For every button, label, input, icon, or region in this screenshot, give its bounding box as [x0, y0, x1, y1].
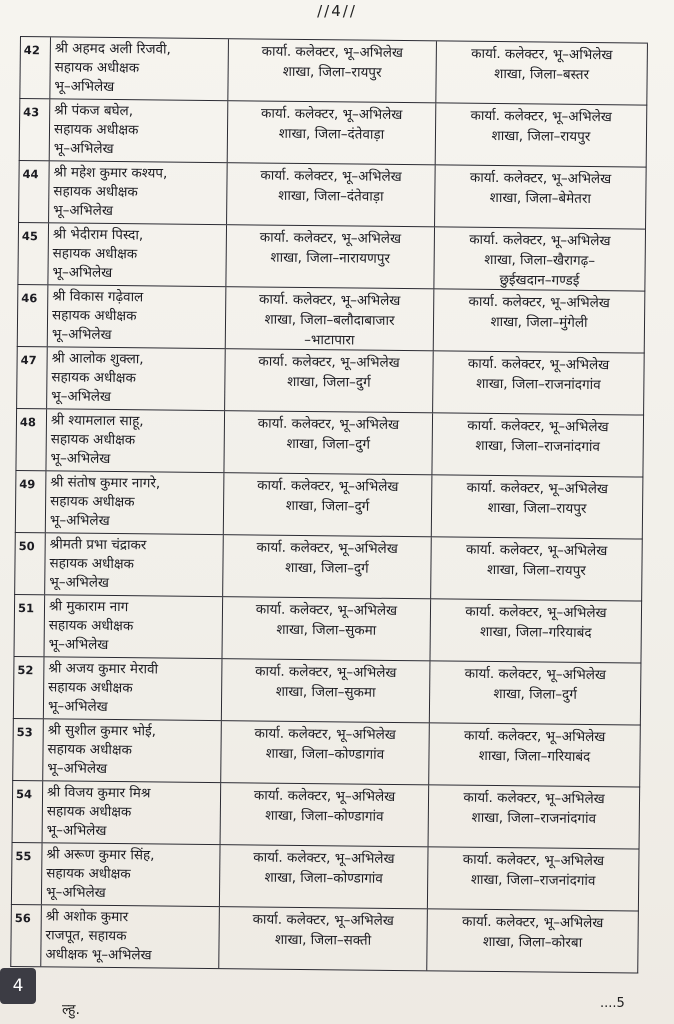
officer-name-cell-line: श्री अशोक कुमार: [45, 908, 129, 926]
new-posting-cell: [432, 475, 643, 538]
serial-number-cell: 51: [15, 595, 46, 656]
serial-number-cell: 46: [18, 285, 49, 346]
table-row: [14, 533, 643, 602]
officer-name-cell-line: सहायक अधीक्षक: [54, 59, 140, 77]
table-row: [10, 905, 639, 974]
new-posting-cell-line: शाखा, जिला–राजनांदगांव: [470, 871, 596, 890]
new-posting-cell-line: शाखा, जिला–गरियाबंद: [478, 747, 591, 766]
table-row: [15, 471, 644, 540]
officer-name-cell-line: भू–अभिलेख: [48, 636, 109, 653]
new-posting-cell-line: शाखा, जिला–रायपुर: [486, 561, 586, 579]
page-number: //4//: [317, 2, 357, 20]
officer-name-cell-line: भू–अभिलेख: [51, 388, 112, 405]
officer-name-cell-line: सहायक अधीक्षक: [52, 245, 138, 263]
officer-name-cell-line: श्री संतोष कुमार नागरे,: [50, 474, 161, 492]
new-posting-cell-line: शाखा, जिला–दुर्ग: [493, 685, 577, 703]
officer-name-cell: [44, 657, 223, 720]
new-posting-cell: [431, 537, 642, 600]
officer-name-cell-line: सहायक अधीक्षक: [46, 803, 132, 821]
table-row: [18, 161, 647, 230]
officer-name-cell-line: श्री मुकाराम नाग: [48, 598, 129, 616]
officer-name-cell-line: श्री सुशील कुमार भोई,: [47, 722, 157, 740]
current-posting-cell-line: कार्या. कलेक्टर, भू–अभिलेख: [255, 663, 397, 681]
officer-name-cell: [46, 471, 225, 534]
officer-name-cell-line: सहायक अधीक्षक: [50, 493, 135, 511]
current-posting-cell: [220, 845, 429, 908]
officer-name-cell-line: भू–अभिलेख: [53, 140, 114, 157]
new-posting-cell-line: कार्या. कलेक्टर, भू–अभिलेख: [465, 541, 608, 560]
current-posting-cell-line: शाखा, जिला–दुर्ग: [287, 373, 371, 391]
table-row: [19, 99, 648, 168]
officer-name-cell-line: अधीक्षक भू–अभिलेख: [45, 946, 152, 964]
current-posting-cell-line: कार्या. कलेक्टर, भू–अभिलेख: [259, 291, 401, 309]
serial-number-cell: 53: [13, 719, 44, 780]
officer-name-cell: [50, 99, 229, 162]
serial-number-cell: 48: [16, 409, 47, 470]
current-posting-cell-line: कार्या. कलेक्टर, भू–अभिलेख: [252, 911, 394, 929]
signature-initials: ल्हु.: [62, 1002, 80, 1018]
new-posting-cell: [435, 165, 646, 228]
current-posting-cell: [228, 39, 437, 102]
current-posting-cell-line: शाखा, जिला–कोण्डागांव: [265, 745, 385, 763]
current-posting-cell: [228, 101, 437, 164]
new-posting-cell-line: शाखा, जिला–मुंगेली: [490, 313, 588, 331]
new-posting-cell-line: कार्या. कलेक्टर, भू–अभिलेख: [469, 169, 612, 188]
new-posting-cell-line: कार्या. कलेक्टर, भू–अभिलेख: [468, 293, 610, 312]
officer-name-cell-line: श्री भेदीराम पिस्दा,: [52, 226, 144, 244]
officer-name-cell-line: सहायक अधीक्षक: [51, 369, 136, 387]
new-posting-cell-line: कार्या. कलेक्टर, भू–अभिलेख: [471, 45, 613, 64]
new-posting-cell: [427, 909, 638, 972]
serial-number-cell: 55: [12, 843, 43, 904]
current-posting-cell: [224, 411, 433, 474]
current-posting-cell-line: कार्या. कलेक्टर, भू–अभिलेख: [258, 353, 400, 371]
current-posting-cell-line: कार्या. कलेक्टर, भू–अभिलेख: [256, 539, 398, 557]
current-posting-cell-line: कार्या. कलेक्टर, भू–अभिलेख: [253, 787, 396, 805]
current-posting-cell: [226, 287, 435, 350]
officer-name-cell-line: सहायक अधीक्षक: [48, 679, 133, 697]
officer-name-cell-line: सहायक अधीक्षक: [46, 865, 131, 883]
officer-name-cell: [42, 843, 221, 906]
officer-name-cell-line: भू–अभिलेख: [49, 512, 110, 529]
officer-name-cell-line: सहायक अधीक्षक: [50, 431, 136, 449]
new-posting-cell: [428, 847, 639, 910]
serial-number-cell: 45: [18, 223, 49, 284]
table-row: [11, 843, 640, 912]
new-posting-cell-line: शाखा, जिला–बस्तर: [494, 65, 590, 83]
new-posting-cell-line: शाखा, जिला–खैरागढ़–: [484, 251, 596, 270]
officer-name-cell: [43, 781, 222, 844]
current-posting-cell-line: शाखा, जिला–दंतेवाड़ा: [278, 125, 385, 143]
serial-number-cell: 43: [20, 99, 51, 160]
new-posting-cell-line: कार्या. कलेक्टर, भू–अभिलेख: [462, 851, 605, 870]
new-posting-cell-line: शाखा, जिला–रायपुर: [487, 499, 587, 517]
officer-name-cell: [50, 37, 229, 100]
current-posting-cell: [226, 225, 435, 288]
current-posting-cell-line: शाखा, जिला–दुर्ग: [286, 435, 371, 453]
officer-name-cell: [48, 285, 227, 348]
current-posting-cell-line: शाखा, जिला–दुर्ग: [285, 497, 370, 515]
serial-number-cell: 50: [15, 533, 46, 594]
new-posting-cell-line: कार्या. कलेक्टर, भू–अभिलेख: [463, 727, 606, 746]
current-posting-cell-line: शाखा, जिला–दुर्ग: [285, 559, 369, 577]
current-posting-cell-line: कार्या. कलेक्टर, भू–अभिलेख: [261, 43, 404, 62]
officer-name-cell-line: सहायक अधीक्षक: [53, 183, 138, 201]
table-row: [17, 223, 646, 292]
officer-name-cell-line: भू–अभिलेख: [50, 450, 111, 467]
serial-number-cell: 54: [13, 781, 44, 842]
officer-name-cell-line: श्री श्यामलाल साहू,: [50, 412, 144, 430]
serial-number-cell: 47: [17, 347, 48, 408]
current-posting-cell: [221, 721, 430, 784]
new-posting-cell: [429, 723, 640, 786]
officer-name-cell-line: श्री विकास गढ़ेवाल: [52, 288, 144, 306]
officer-name-cell-line: भू–अभिलेख: [45, 884, 106, 901]
new-posting-cell: [433, 351, 644, 414]
current-posting-cell-line: शाखा, जिला–सुकमा: [275, 683, 376, 701]
officer-name-cell-line: श्री महेश कुमार कश्यप,: [53, 164, 168, 182]
officer-name-cell-line: सहायक अधीक्षक: [51, 307, 137, 325]
officer-name-cell-line: भू–अभिलेख: [53, 202, 114, 219]
officer-name-cell: [45, 533, 224, 596]
serial-number-cell: 56: [11, 905, 42, 966]
new-posting-cell: [430, 599, 641, 662]
new-posting-cell-line: कार्या. कलेक्टर, भू–अभिलेख: [465, 603, 607, 622]
current-posting-cell: [227, 163, 436, 226]
new-posting-cell: [436, 103, 647, 166]
officer-name-cell-line: सहायक अधीक्षक: [53, 121, 139, 139]
current-posting-cell: [222, 659, 431, 722]
new-posting-cell-line: शाखा, जिला–कोरबा: [482, 933, 583, 951]
current-posting-cell-line: शाखा, जिला–बलौदाबाजार: [264, 311, 395, 329]
current-posting-cell-line: शाखा, जिला–कोण्डागांव: [265, 807, 384, 825]
table-row: [16, 347, 645, 416]
new-posting-cell-line: शाखा, जिला–राजनांदगांव: [476, 375, 601, 394]
officer-name-cell-line: भू–अभिलेख: [46, 822, 107, 839]
serial-number-cell: 42: [20, 37, 51, 98]
page-badge[interactable]: 4: [0, 968, 36, 1004]
current-posting-cell-line: कार्या. कलेक्टर, भू–अभिलेख: [257, 477, 399, 495]
officer-name-cell-line: श्री आलोक शुक्ला,: [51, 350, 144, 368]
officer-name-cell: [43, 719, 222, 782]
current-posting-cell-line: कार्या. कलेक्टर, भू–अभिलेख: [257, 415, 400, 433]
new-posting-cell-line: कार्या. कलेक्टर, भू–अभिलेख: [467, 417, 609, 436]
current-posting-cell: [224, 473, 433, 536]
current-posting-cell: [219, 907, 428, 970]
new-posting-cell-line: शाखा, जिला–गरियाबंद: [479, 623, 592, 642]
serial-number-cell: 44: [19, 161, 50, 222]
new-posting-cell: [436, 41, 647, 104]
new-posting-cell-line: शाखा, जिला–रायपुर: [491, 127, 591, 145]
current-posting-cell-line: कार्या. कलेक्टर, भू–अभिलेख: [260, 105, 403, 124]
current-posting-cell-line: कार्या. कलेक्टर, भू–अभिलेख: [255, 601, 398, 619]
new-posting-cell-line: शाखा, जिला–बेमेतरा: [489, 189, 592, 207]
table-row: [12, 781, 641, 850]
current-posting-cell-line: शाखा, जिला–रायपुर: [282, 63, 382, 81]
new-posting-cell-line: कार्या. कलेक्टर, भू–अभिलेख: [462, 913, 604, 932]
officer-name-cell-line: सहायक अधीक्षक: [49, 555, 135, 573]
continue-marker: ....5: [600, 996, 625, 1011]
table-row: [19, 37, 648, 106]
officer-name-cell: [48, 223, 227, 286]
current-posting-cell-line: कार्या. कलेक्टर, भू–अभिलेख: [254, 725, 396, 743]
current-posting-cell-line: कार्या. कलेक्टर, भू–अभिलेख: [260, 167, 402, 186]
officer-name-cell-line: सहायक अधीक्षक: [47, 741, 133, 759]
new-posting-cell-line: कार्या. कलेक्टर, भू–अभिलेख: [466, 479, 609, 498]
current-posting-cell-line: कार्या. कलेक्टर, भू–अभिलेख: [253, 849, 395, 867]
current-posting-cell: [221, 783, 430, 846]
serial-number-cell: 49: [16, 471, 47, 532]
new-posting-cell-line: शाखा, जिला–राजनांदगांव: [475, 437, 601, 456]
current-posting-cell-line: शाखा, जिला–सक्ती: [274, 931, 372, 949]
table-row: [13, 657, 642, 726]
current-posting-cell: [222, 597, 431, 660]
current-posting-cell-line: शाखा, जिला–दंतेवाड़ा: [278, 187, 384, 205]
officer-name-cell-line: श्रीमती प्रभा चंद्राकर: [49, 536, 147, 554]
new-posting-cell: [432, 413, 643, 476]
officer-name-cell: [49, 161, 228, 224]
new-posting-cell: [434, 227, 645, 290]
current-posting-cell-line: कार्या. कलेक्टर, भू–अभिलेख: [259, 229, 402, 248]
new-posting-cell: [434, 289, 645, 352]
officer-name-cell-line: भू–अभिलेख: [49, 574, 110, 591]
officer-name-cell-line: राजपूत, सहायक: [45, 927, 127, 945]
new-posting-cell-line: शाखा, जिला–राजनांदगांव: [471, 809, 597, 828]
current-posting-cell-line: शाखा, जिला–कोण्डागांव: [264, 869, 383, 887]
officer-name-cell: [45, 595, 224, 658]
table-row: [17, 285, 646, 354]
officer-name-cell: [41, 905, 220, 968]
table-row: [13, 595, 642, 664]
new-posting-cell-line: कार्या. कलेक्टर, भू–अभिलेख: [464, 665, 607, 684]
officer-name-cell-line: भू–अभिलेख: [47, 760, 108, 777]
officer-name-cell-line: भू–अभिलेख: [51, 326, 112, 343]
officer-name-cell: [46, 409, 225, 472]
officer-name-cell-line: श्री अरूण कुमार सिंह,: [46, 846, 155, 864]
transfer-table: [10, 36, 648, 974]
officer-name-cell-line: श्री अजय कुमार मेरावी: [48, 660, 159, 678]
officer-name-cell-line: भू–अभिलेख: [47, 698, 108, 715]
officer-name-cell-line: श्री विजय कुमार मिश्र: [46, 784, 151, 802]
new-posting-cell-line: छुईखदान–गण्डई: [499, 272, 580, 289]
new-posting-cell-line: कार्या. कलेक्टर, भू–अभिलेख: [463, 789, 605, 808]
current-posting-cell: [223, 535, 432, 598]
officer-name-cell-line: सहायक अधीक्षक: [48, 617, 134, 635]
new-posting-cell: [429, 785, 640, 848]
new-posting-cell-line: कार्या. कलेक्टर, भू–अभिलेख: [470, 107, 612, 126]
current-posting-cell-line: –भाटापारा: [304, 331, 355, 349]
new-posting-cell-line: कार्या. कलेक्टर, भू–अभिलेख: [469, 231, 611, 250]
officer-name-cell-line: श्री पंकज बघेल,: [54, 102, 134, 120]
current-posting-cell-line: शाखा, जिला–सुकमा: [276, 621, 377, 639]
new-posting-cell-line: कार्या. कलेक्टर, भू–अभिलेख: [467, 355, 610, 374]
current-posting-cell-line: शाखा, जिला–नारायणपुर: [270, 249, 391, 267]
new-posting-cell: [430, 661, 641, 724]
table-row: [12, 719, 641, 788]
officer-name-cell-line: श्री अहमद अली रिजवी,: [54, 40, 171, 58]
officer-name-cell: [47, 347, 226, 410]
serial-number-cell: 52: [14, 657, 45, 718]
table-row: [15, 409, 644, 478]
officer-name-cell-line: भू–अभिलेख: [54, 78, 115, 95]
officer-name-cell-line: भू–अभिलेख: [52, 264, 113, 281]
current-posting-cell: [225, 349, 434, 412]
